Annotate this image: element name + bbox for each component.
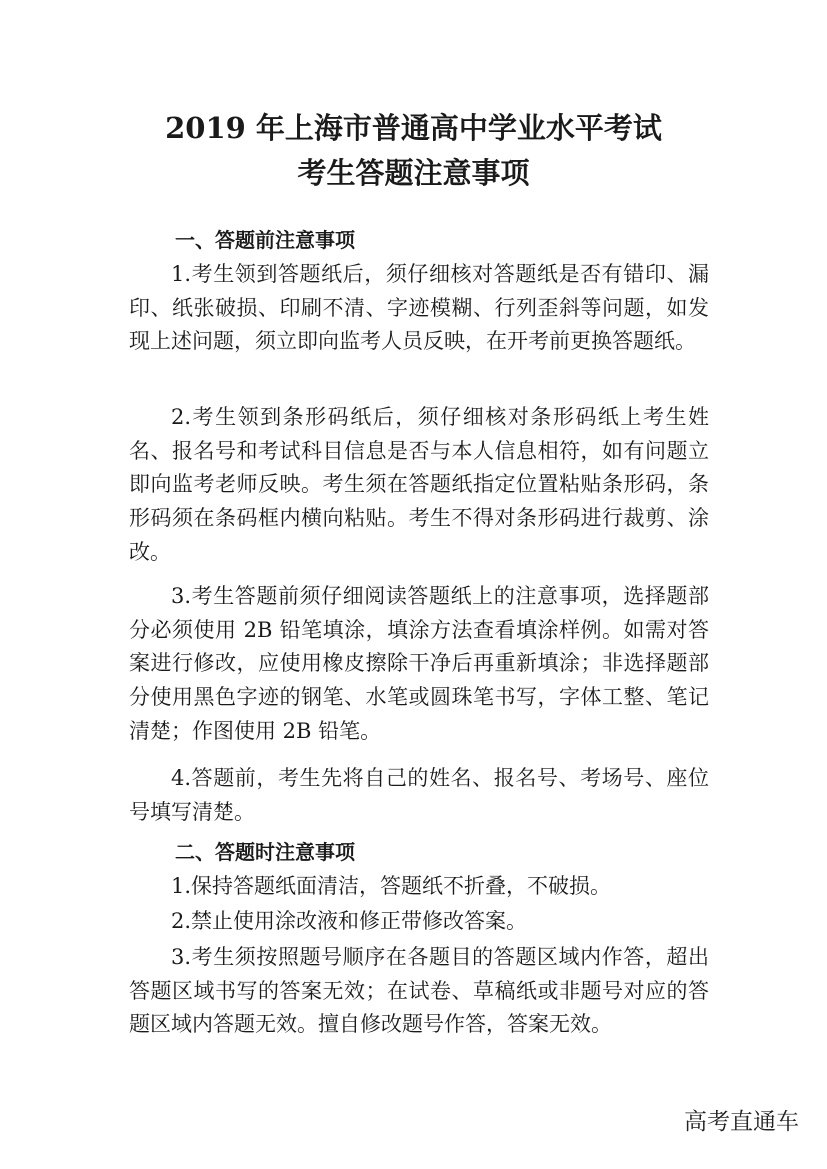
section-heading-before-answering: 一、答题前注意事项 xyxy=(175,228,355,252)
paragraph-during-2: 2.禁止使用涂改液和修正带修改答案。 xyxy=(171,909,528,933)
paragraph-before-1: 1.考生领到答题纸后，须仔细核对答题纸是否有错印、漏印、纸张破损、印刷不清、字迹模糊、行列歪斜等问题，如发现上述问题，须立即向监考人员反映，在开考前更换答题纸。 xyxy=(129,262,709,354)
document-title-line1: 2019 年上海市普通高中学业水平考试 xyxy=(165,111,662,145)
paragraph-during-1: 1.保持答题纸面清洁，答题纸不折叠，不破损。 xyxy=(171,874,612,898)
section-heading-during-answering: 二、答题时注意事项 xyxy=(175,840,355,864)
paragraph-before-3: 3.考生答题前须仔细阅读答题纸上的注意事项，选择题部分必须使用 2B 铅笔填涂，填涂方法查看填涂样例。如需对答案进行修改，应使用橡皮擦除干净后再重新填涂；非选择题部分使用黑色字迹的钢笔、水笔或圆珠笔书写，字体工整、笔记清楚；作图使用 2B 铅笔。 xyxy=(129,584,709,743)
paragraph-before-4: 4.答题前，考生先将自己的姓名、报名号、考场号、座位号填写清楚。 xyxy=(129,766,709,824)
source-watermark: 高考直通车 xyxy=(684,1109,799,1135)
paragraph-before-2: 2.考生领到条形码纸后，须仔细核对条形码纸上考生姓名、报名号和考试科目信息是否与本人信息相符，如有问题立即向监考老师反映。考生须在答题纸指定位置粘贴条形码，条形码须在条码框内横向粘贴。考生不得对条形码进行裁剪、涂改。 xyxy=(129,405,709,564)
paragraph-during-3: 3.考生须按照题号顺序在各题目的答题区域内作答，超出答题区域书写的答案无效；在试卷、草稿纸或非题号对应的答题区域内答题无效。擅自修改题号作答，答案无效。 xyxy=(129,945,709,1037)
document-title-line2: 考生答题注意事项 xyxy=(297,156,530,190)
